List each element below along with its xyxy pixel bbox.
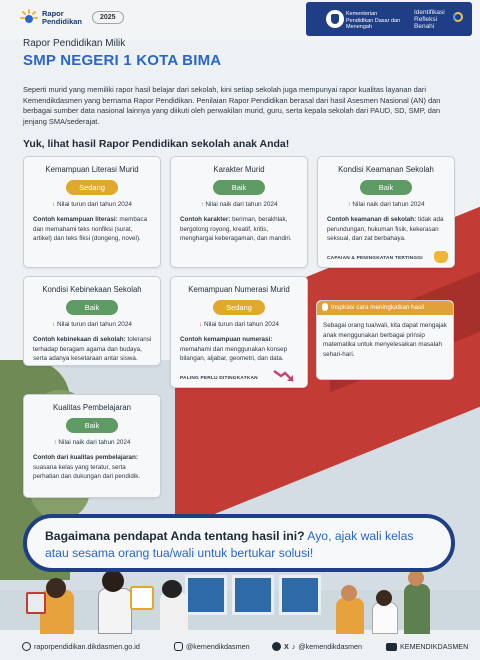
trend-label: Nilai naik dari tahun 2024 xyxy=(58,439,131,446)
status-badge: Baik xyxy=(360,180,412,195)
teacher-head-illustration xyxy=(341,585,357,601)
card-kebinekaan[interactable] xyxy=(23,276,161,366)
page-subtitle: Rapor Pendidikan Milik xyxy=(23,38,126,49)
desc-bold: Contoh kemampuan literasi: xyxy=(33,216,118,223)
child-head-illustration xyxy=(102,570,124,592)
tagline-benahi: Benahi xyxy=(414,23,435,30)
trend-text xyxy=(318,201,454,208)
child-illustration xyxy=(98,588,132,634)
footer-website[interactable] xyxy=(22,642,140,651)
trend-label: Nilai naik dari tahun 2024 xyxy=(352,201,425,208)
desc-bold: Contoh keamanan di sekolah: xyxy=(327,216,417,223)
desc-text: suasana kelas yang teratur, serta perhatian dan dukungan dari pendidik. xyxy=(33,463,141,480)
parent-illustration xyxy=(404,584,430,634)
card-keamanan[interactable] xyxy=(317,156,455,268)
logo-line1: Rapor xyxy=(42,9,64,18)
status-badge: Baik xyxy=(66,418,118,433)
arrow-down-icon: ↓ xyxy=(199,321,203,328)
trend-text xyxy=(24,321,160,328)
ministry-emblem-icon xyxy=(326,10,344,28)
ministry-line1: Kementerian xyxy=(346,11,378,17)
tiktok-icon: ♪ xyxy=(291,642,296,651)
status-badge: Sedang xyxy=(213,300,265,315)
teacher-illustration xyxy=(336,598,364,634)
priority-tag: PALING PERLU DITINGKATKAN xyxy=(180,376,258,381)
parent-illustration xyxy=(372,602,398,634)
inspiration-text: Sebagai orang tua/wali, kita dapat mengajak anak menggunakan berbagai prinsip matematika untuk menyelesaikan masalah sehari-hari. xyxy=(323,322,447,358)
tagline-identifikasi: Identifikasi xyxy=(414,9,445,16)
ministry-line2: Pendidikan Dasar dan xyxy=(346,17,401,24)
card-description xyxy=(33,453,152,482)
facebook-icon xyxy=(272,642,281,651)
card-title: Kualitas Pembelajaran xyxy=(52,403,131,412)
window-illustration xyxy=(232,575,274,615)
thumbs-up-icon xyxy=(434,251,448,263)
section-prompt: Yuk, lihat hasil Rapor Pendidikan sekolah anak Anda! xyxy=(23,138,290,150)
card-title: Kondisi Keamanan Sekolah xyxy=(338,165,434,174)
trend-text xyxy=(24,439,160,446)
arrow-up-icon: ↑ xyxy=(200,201,204,208)
inspiration-panel xyxy=(316,300,454,380)
tagline-refleksi: Refleksi xyxy=(414,16,438,23)
footer-instagram[interactable] xyxy=(174,642,250,651)
ministry-banner xyxy=(306,2,472,36)
header xyxy=(0,0,480,40)
discussion-banner xyxy=(23,514,455,572)
arrow-up-icon: ↑ xyxy=(53,439,57,446)
arrow-down-icon: ↓ xyxy=(52,201,56,208)
question-rest: Ayo, ajak wali kelas atau sesama orang tua/wali untuk bertukar solusi! xyxy=(45,529,414,560)
desc-bold: Contoh karakter: xyxy=(180,216,231,223)
desc-bold: Contoh kebinekaan di sekolah: xyxy=(33,336,126,343)
parent-head-illustration xyxy=(46,578,66,598)
trend-label: Nilai turun dari tahun 2024 xyxy=(204,321,279,328)
card-title: Kemampuan Literasi Murid xyxy=(45,165,139,174)
desc-text: tidak ada perundungan, hukuman fisik, kekerasan seksual, dan zat berbahaya. xyxy=(327,216,444,242)
ministry-line3: Menengah xyxy=(346,24,372,30)
desc-text: toleransi terhadap beragam agama dan budaya, serta adanya kesetaraan antar siswa. xyxy=(33,336,152,362)
student-illustration xyxy=(160,592,188,634)
card-title: Kondisi Kebinekaan Sekolah xyxy=(42,285,142,294)
footer-social[interactable] xyxy=(272,642,362,651)
instagram-handle[interactable]: @kemendikdasmen xyxy=(186,642,250,651)
instagram-icon xyxy=(174,642,183,651)
website-link[interactable]: rapor​pendidikan.dikdasmen.go.id xyxy=(34,642,140,651)
trend-down-icon xyxy=(273,369,295,383)
report-card-illustration xyxy=(130,586,154,610)
card-title: Karakter Murid xyxy=(213,165,265,174)
trend-label: Nilai turun dari tahun 2024 xyxy=(57,201,132,208)
student-head-illustration xyxy=(162,580,182,598)
card-numerasi[interactable] xyxy=(170,276,308,388)
card-description xyxy=(180,335,299,364)
parent-head-illustration xyxy=(408,570,424,586)
lightbulb-icon xyxy=(322,303,328,311)
rapor-pendidikan-logo[interactable] xyxy=(20,9,82,27)
card-description xyxy=(33,335,152,364)
report-card-illustration xyxy=(26,592,46,614)
card-karakter[interactable] xyxy=(170,156,308,268)
logo-line2: Pendidikan xyxy=(42,17,83,26)
inspiration-title: Inspirasi cara meningkatkan hasil xyxy=(331,304,425,311)
card-description xyxy=(33,215,152,244)
trend-label: Nilai naik dari tahun 2024 xyxy=(205,201,278,208)
desc-bold: Contoh dari kualitas pembelajaran: xyxy=(33,454,138,461)
inspiration-header xyxy=(317,301,453,315)
card-pembelajaran[interactable] xyxy=(23,394,161,498)
youtube-icon xyxy=(386,643,397,651)
arrow-up-icon: ↑ xyxy=(347,201,351,208)
status-badge: Baik xyxy=(66,300,118,315)
sun-logo-icon xyxy=(20,9,38,27)
highlight-tag: CAPAIAN & PENINGKATAN TERTINGGI xyxy=(327,256,423,261)
intro-paragraph: Seperti murid yang memiliki rapor hasil belajar dari sekolah, kini setiap sekolah juga mempunyai rapor kualitas layanan dari Kemendikdasmen yang bernama Rapor Pendidikan. Penilaian Rapor Pendidikan berasal dari hasil Asesmen Nasional (AN) dan berbagai sumber data nasional lainnya yang diikuti oleh perwakilan murid, guru, serta kepala sekolah dari PAUD, SD, SMP, dan jenjang SMA/sederajat. xyxy=(23,85,441,126)
parent-head-illustration xyxy=(376,590,392,606)
social-handle[interactable]: @kemendikdasmen xyxy=(298,642,363,651)
youtube-handle[interactable]: KEMENDIKDASMEN xyxy=(400,642,469,651)
card-literasi[interactable] xyxy=(23,156,161,268)
desc-text: beriman, berakhlak, bergotong royong, kreatif, kritis, menghargai keberagaman, dan mandiri. xyxy=(180,216,292,242)
window-illustration xyxy=(185,575,227,615)
card-description xyxy=(180,215,299,244)
year-badge: 2025 xyxy=(92,11,124,24)
question-bold: Bagaimana pendapat Anda tentang hasil ini? xyxy=(45,529,305,543)
globe-icon xyxy=(22,642,31,651)
x-icon: X xyxy=(284,642,289,651)
desc-text: memahami dan menggunakan konsep bilangan, aljabar, geometri, dan data. xyxy=(180,345,288,362)
trend-text xyxy=(171,321,307,328)
school-name: SMP NEGERI 1 KOTA BIMA xyxy=(23,52,222,69)
trend-text xyxy=(24,201,160,208)
tagline-ring-icon xyxy=(453,12,463,22)
arrow-down-icon: ↓ xyxy=(52,321,56,328)
card-description xyxy=(327,215,446,244)
status-badge: Sedang xyxy=(66,180,118,195)
window-illustration xyxy=(279,575,321,615)
trend-label: Nilai turun dari tahun 2024 xyxy=(57,321,132,328)
footer-youtube[interactable] xyxy=(386,642,468,651)
trend-text xyxy=(171,201,307,208)
status-badge: Baik xyxy=(213,180,265,195)
desc-text: membaca dan memahami teks nonfiksi (surat, artikel) dan teks fiksi (dongeng, novel). xyxy=(33,216,148,242)
card-title: Kemampuan Numerasi Murid xyxy=(188,285,290,294)
desc-bold: Contoh kemampuan numerasi: xyxy=(180,336,273,343)
